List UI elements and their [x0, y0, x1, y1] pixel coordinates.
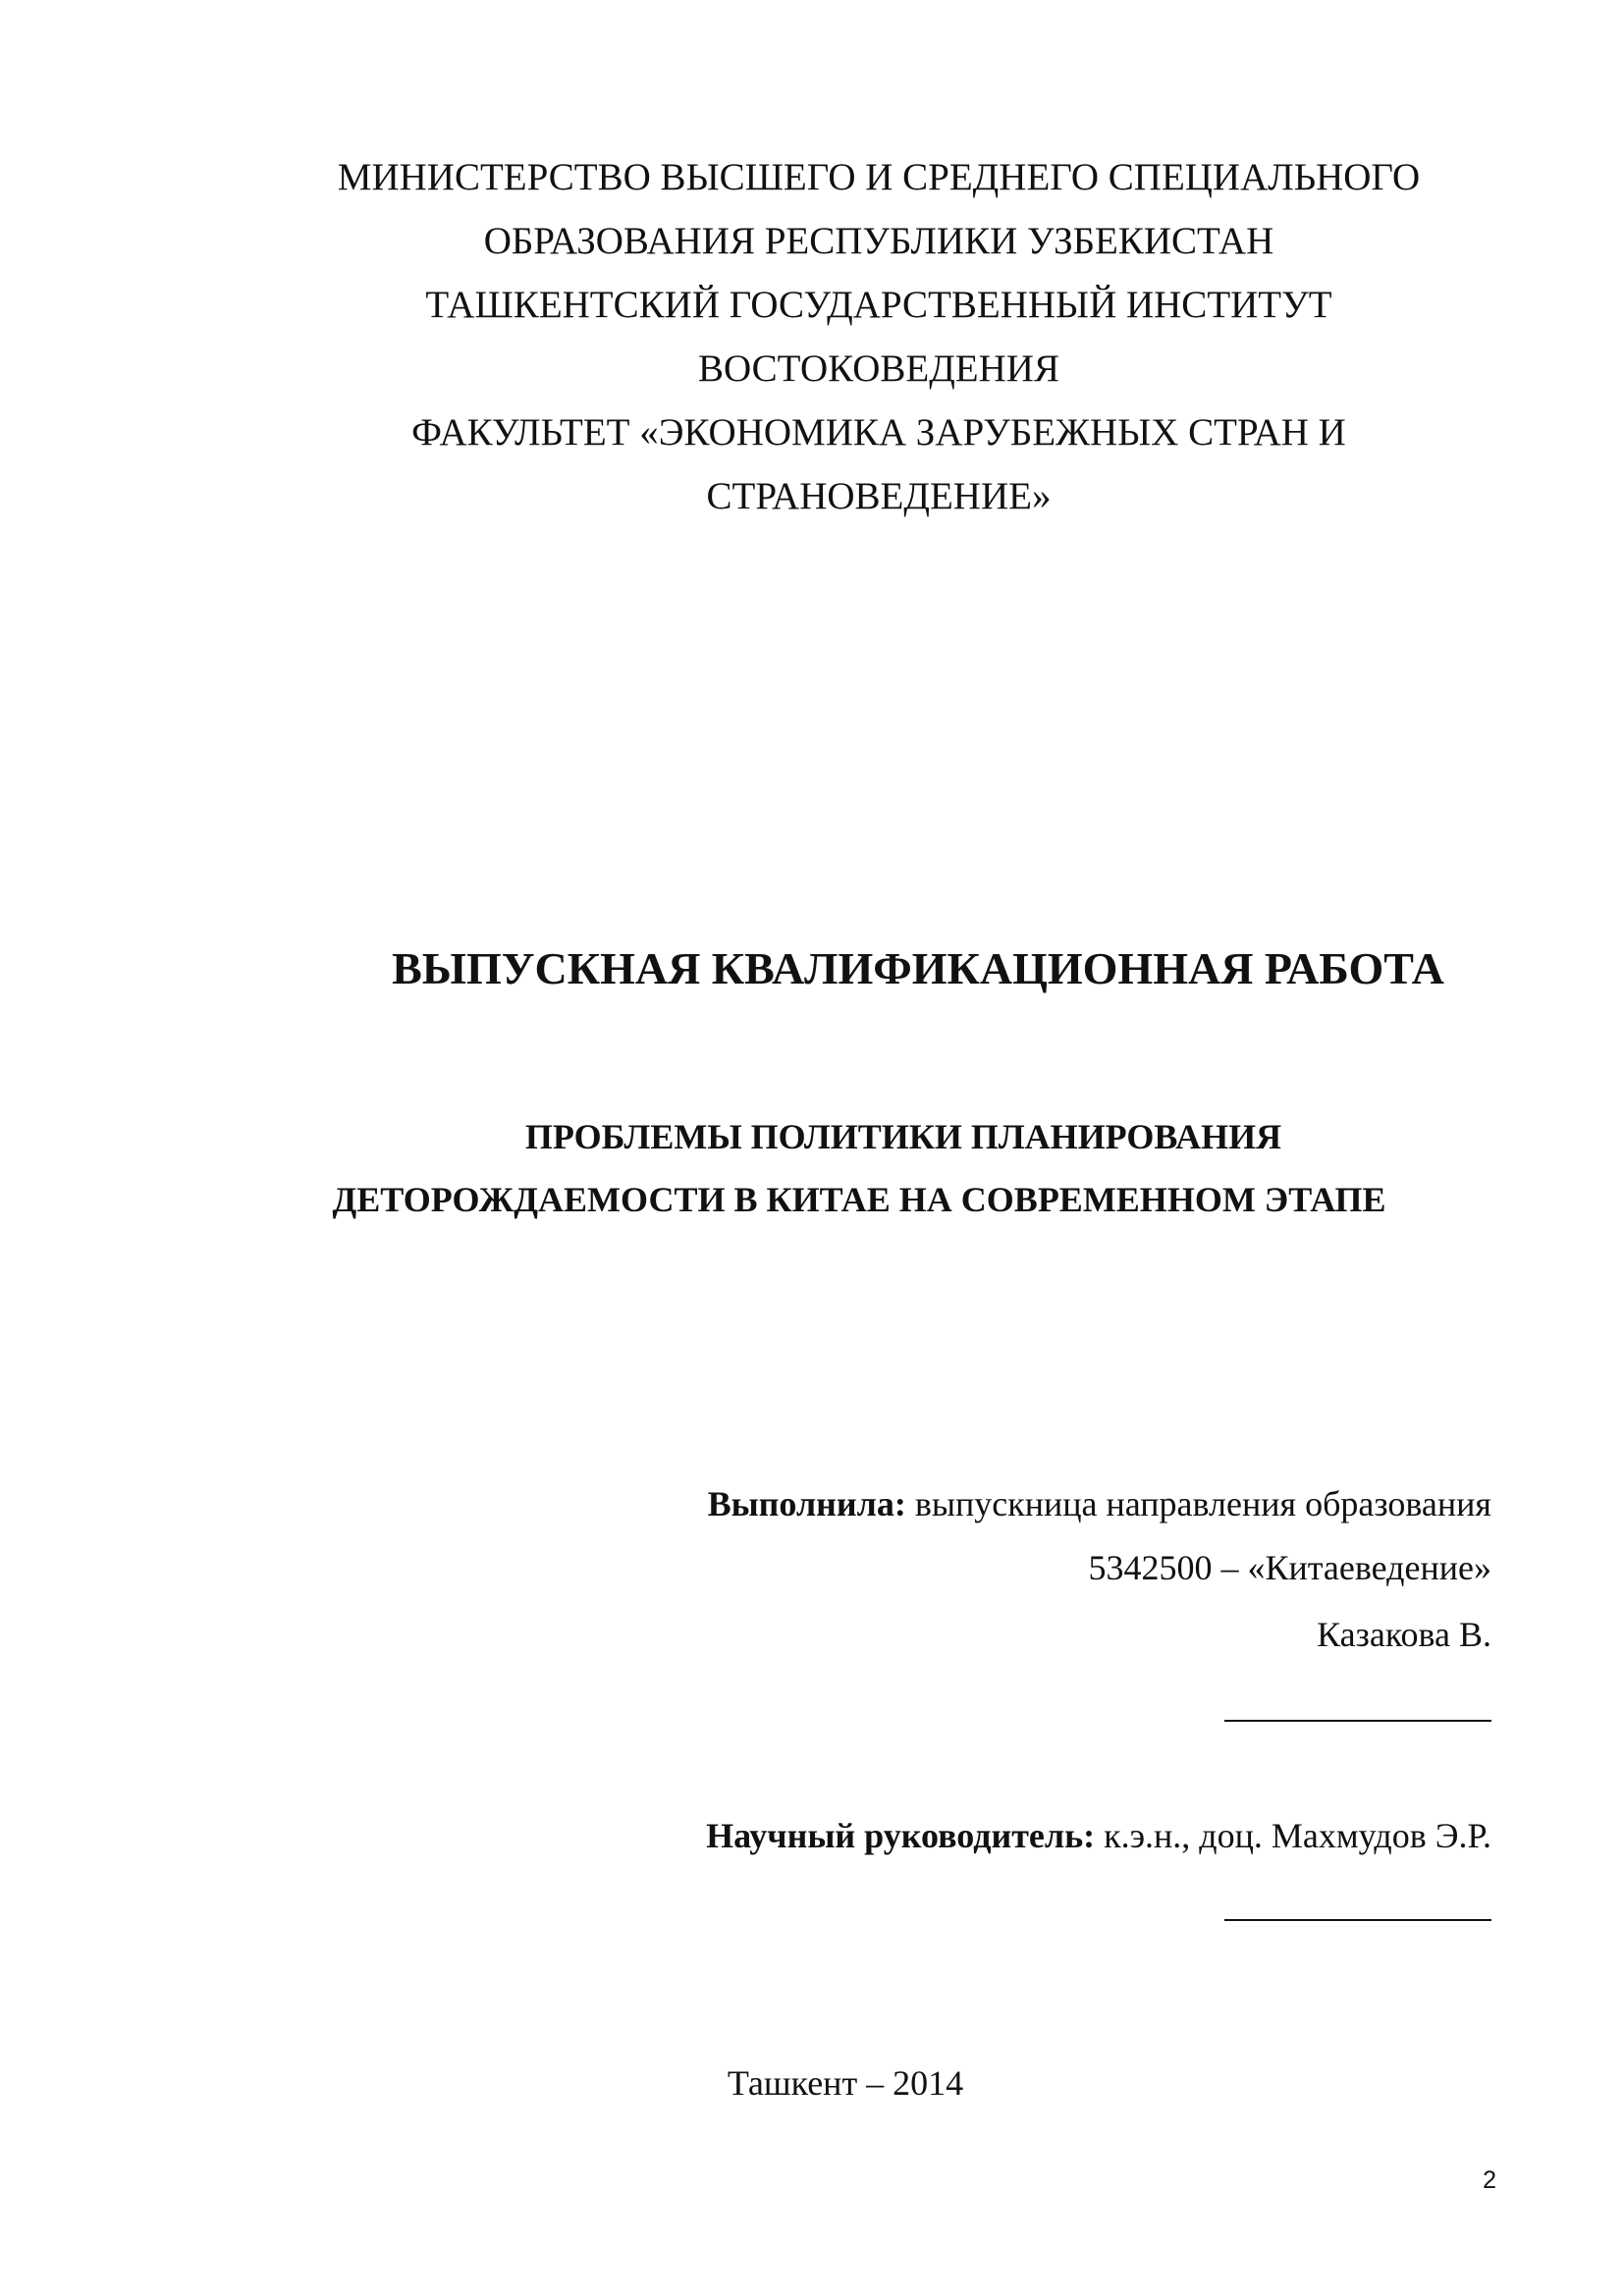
author-description: выпускница направления образования — [905, 1484, 1491, 1523]
page-number: 2 — [1483, 2166, 1496, 2194]
work-type-title: ВЫПУСКНАЯ КВАЛИФИКАЦИОННАЯ РАБОТА — [392, 943, 1444, 993]
supervisor-line — [706, 1811, 1491, 1860]
header-line: СТРАНОВЕДЕНИЕ» — [706, 475, 1052, 517]
author-program: 5342500 – «Китаеведение» — [1088, 1548, 1491, 1587]
topic-line: ПРОБЛЕМЫ ПОЛИТИКИ ПЛАНИРОВАНИЯ — [524, 1117, 1282, 1156]
topic-line: ДЕТОРОЖДАЕМОСТИ В КИТАЕ НА СОВРЕМЕННОМ ЭТАПЕ — [332, 1180, 1386, 1219]
supervisor-name: к.э.н., доц. Махмудов Э.Р. — [1095, 1816, 1491, 1855]
author-line — [708, 1479, 1491, 1528]
author-label: Выполнила: — [707, 1484, 906, 1523]
header-line: ОБРАЗОВАНИЯ РЕСПУБЛИКИ УЗБЕКИСТАН — [483, 220, 1274, 262]
supervisor-signature-line — [1224, 1919, 1491, 1921]
city-year: Ташкент – 2014 — [727, 2063, 964, 2103]
header-line: ФАКУЛЬТЕТ «ЭКОНОМИКА ЗАРУБЕЖНЫХ СТРАН И — [411, 411, 1346, 454]
supervisor-label: Научный руководитель: — [706, 1816, 1096, 1855]
author-signature-line — [1224, 1720, 1491, 1722]
thesis-topic — [275, 1105, 1443, 1231]
header-line: ТАШКЕНТСКИЙ ГОСУДАРСТВЕННЫЙ ИНСТИТУТ — [425, 284, 1332, 326]
institution-header — [285, 145, 1473, 528]
header-line: ВОСТОКОВЕДЕНИЯ — [698, 347, 1059, 390]
author-name: Казакова В. — [1317, 1615, 1491, 1654]
header-line: МИНИСТЕРСТВО ВЫСШЕГО И СРЕДНЕГО СПЕЦИАЛЬНОГО — [337, 156, 1421, 198]
